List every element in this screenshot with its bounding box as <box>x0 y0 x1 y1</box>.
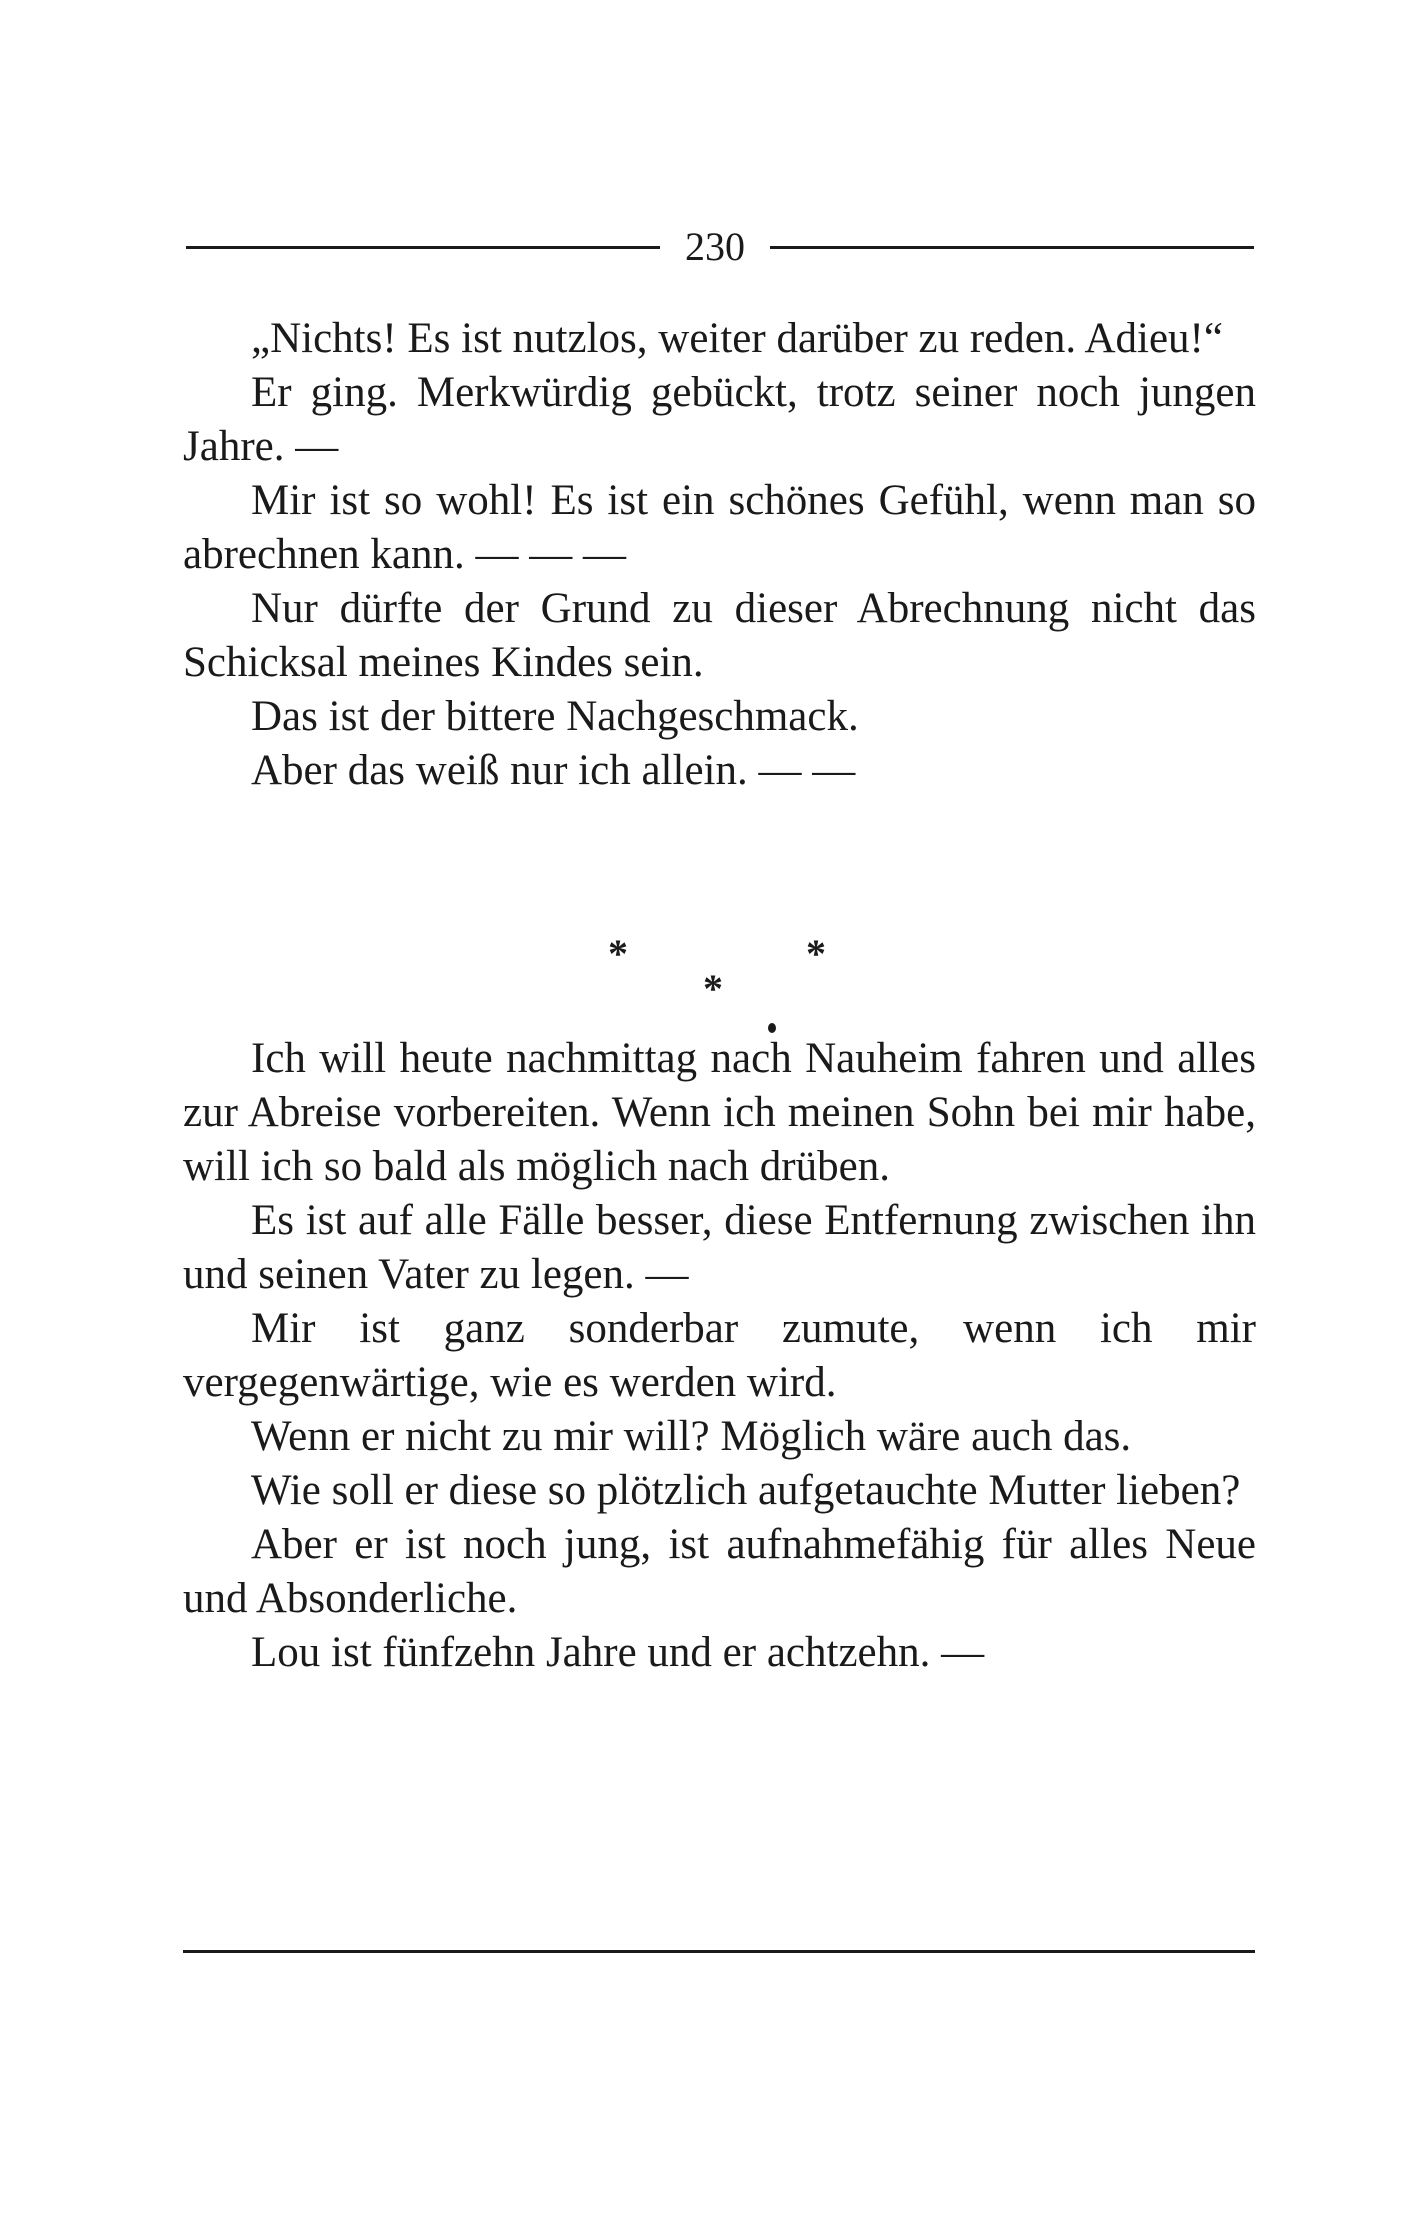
paragraph: Das ist der bittere Nachgeschmack. <box>251 693 859 740</box>
footer-rule <box>183 1950 1255 1953</box>
paragraph: „Nichts! Es ist nutzlos, weiter darüber zu reden. Adieu!“ <box>251 315 1223 362</box>
paragraph: Er ging. Merkwürdig gebückt, trotz seiner noch jungen Jahre. — <box>183 369 1256 470</box>
header-rule-right <box>770 246 1254 249</box>
paragraph: Mir ist ganz sonderbar zumute, wenn ich mir vergegenwärtige, wie es werden wird. <box>183 1305 1256 1406</box>
page-header <box>186 222 1254 272</box>
paragraph: Aber er ist noch jung, ist aufnahmefähig für alles Neue und Absonderliche. <box>183 1521 1256 1622</box>
paragraph: Wenn er nicht zu mir will? Möglich wäre auch das. <box>251 1413 1132 1460</box>
paragraph: Nur dürfte der Grund zu dieser Abrechnung nicht das Schicksal meines Kindes sein. <box>183 585 1256 686</box>
paragraph: Ich will heute nachmittag nach Nauheim fahren und alles zur Abreise vorbereiten. Wenn ich meinen Sohn bei mir habe, will ich so bald als möglich nach drüben. <box>183 1035 1256 1190</box>
text-section-top <box>183 312 1256 798</box>
text-section-bottom <box>183 1032 1256 1680</box>
paragraph: Wie soll er diese so plötzlich aufgetauchte Mutter lieben? <box>251 1467 1241 1514</box>
paragraph: Es ist auf alle Fälle besser, diese Entfernung zwischen ihn und seinen Vater zu legen. — <box>183 1197 1256 1298</box>
paragraph: Aber das weiß nur ich allein. — — <box>251 747 856 794</box>
asterisk-ornament: * <box>608 931 628 976</box>
asterisk-ornament: * <box>703 966 723 1011</box>
asterisk-ornament: * <box>806 931 826 976</box>
header-rule-left <box>186 246 660 249</box>
paragraph: Lou ist fünfzehn Jahre und er achtzehn. — <box>251 1629 985 1676</box>
paragraph: Mir ist so wohl! Es ist ein schönes Gefühl, wenn man so abrechnen kann. — — — <box>183 477 1256 578</box>
page-number: 230 <box>685 224 745 269</box>
